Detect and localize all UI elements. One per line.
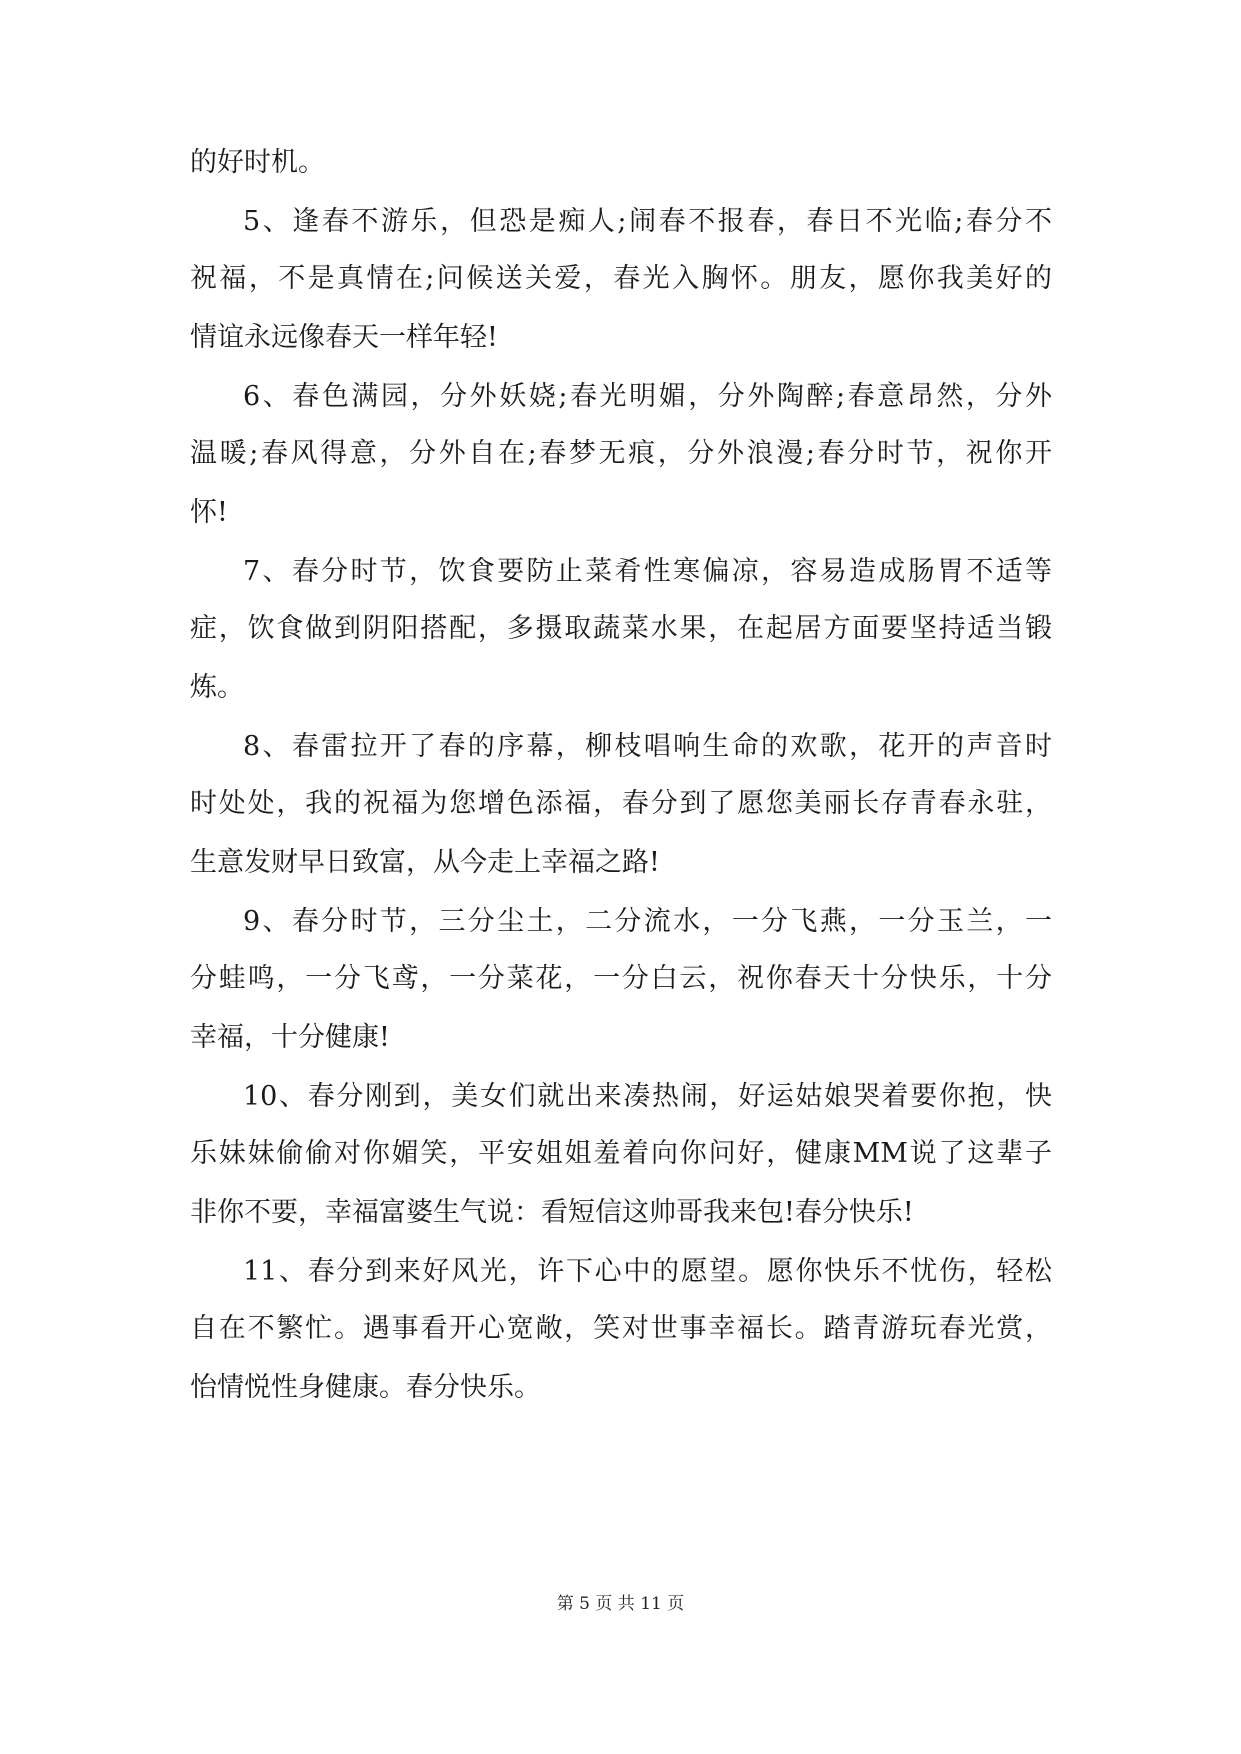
text-line: 症，饮食做到阴阳搭配，多摄取蔬菜水果，在起居方面要坚持适当锻 <box>190 613 1052 644</box>
text-line: 5、逢春不游乐，但恐是痴人;闹春不报春，春日不光临;春分不 <box>243 206 1052 237</box>
text-line: 10、春分刚到，美女们就出来凑热闹，好运姑娘哭着要你抱，快 <box>243 1081 1052 1112</box>
text-line: 时处处，我的祝福为您增色添福，春分到了愿您美丽长存青春永驻， <box>190 788 1052 819</box>
text-line: 情谊永远像春天一样年轻! <box>190 322 498 353</box>
text-line: 怡情悦性身健康。春分快乐。 <box>190 1372 541 1403</box>
text-line: 的好时机。 <box>190 147 325 178</box>
text-line: 9、春分时节，三分尘土，二分流水，一分飞燕，一分玉兰，一 <box>243 906 1052 937</box>
text-line: 温暖;春风得意，分外自在;春梦无痕，分外浪漫;春分时节，祝你开 <box>190 438 1052 469</box>
text-line: 祝福，不是真情在;问候送关爱，春光入胸怀。朋友，愿你我美好的 <box>190 263 1052 294</box>
text-line: 幸福，十分健康! <box>190 1022 390 1053</box>
text-line: 自在不繁忙。遇事看开心宽敞，笑对世事幸福长。踏青游玩春光赏， <box>190 1313 1052 1344</box>
text-line: 乐妹妹偷偷对你媚笑，平安姐姐羞着向你问好，健康MM说了这辈子 <box>190 1138 1052 1169</box>
text-line: 分蛙鸣，一分飞鸢，一分菜花，一分白云，祝你春天十分快乐，十分 <box>190 963 1052 994</box>
text-line: 11、春分到来好风光，许下心中的愿望。愿你快乐不忧伤，轻松 <box>243 1256 1052 1287</box>
text-line: 非你不要，幸福富婆生气说：看短信这帅哥我来包!春分快乐! <box>190 1197 914 1228</box>
text-line: 怀! <box>190 497 228 528</box>
text-line: 生意发财早日致富，从今走上幸福之路! <box>190 847 660 878</box>
text-line: 6、春色满园，分外妖娆;春光明媚，分外陶醉;春意昂然，分外 <box>243 381 1052 412</box>
page-footer: 第 5 页 共 11 页 <box>556 1594 685 1614</box>
text-line: 7、春分时节，饮食要防止菜肴性寒偏凉，容易造成肠胃不适等 <box>243 556 1052 587</box>
text-line: 炼。 <box>190 672 244 703</box>
text-line: 8、春雷拉开了春的序幕，柳枝唱响生命的欢歌，花开的声音时 <box>243 731 1052 762</box>
